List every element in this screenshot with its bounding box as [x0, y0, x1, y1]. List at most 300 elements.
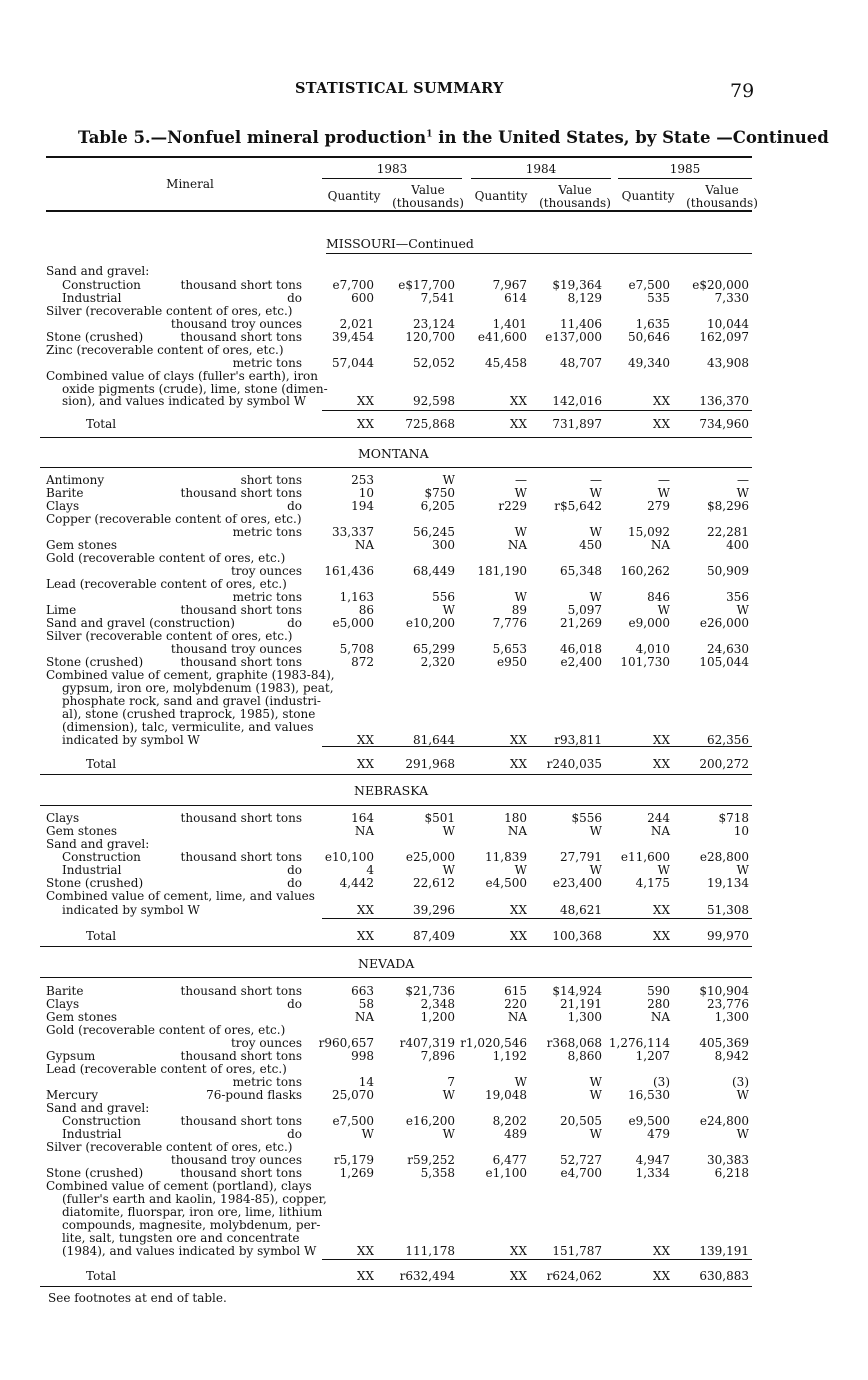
page-number: 79 — [730, 80, 755, 102]
row-label: Gold (recoverable content of ores, etc.) — [46, 1023, 286, 1037]
col-head-value-1983: Value (thousands) — [392, 183, 464, 210]
row-label: Gem stones — [46, 538, 118, 552]
cell-value-1985: 23,776 — [707, 997, 749, 1011]
cell-quantity-1985: 479 — [647, 1127, 670, 1141]
row-unit: thousand short tons — [180, 1114, 302, 1128]
nebraska-total-rule-bottom — [40, 946, 752, 947]
cell-quantity-1985: — — [658, 473, 670, 487]
row-label: Zinc (recoverable content of ores, etc.) — [46, 343, 284, 357]
row-label: Construction — [62, 278, 141, 292]
cell-value-1984: 48,707 — [560, 356, 602, 370]
table-top-rule — [46, 156, 752, 158]
cell-value-1984: 731,897 — [552, 417, 602, 431]
row-label: Stone (crushed) — [46, 1166, 144, 1180]
row-label: phosphate rock, sand and gravel (industri- — [62, 694, 321, 708]
cell-quantity-1985: XX — [652, 1269, 670, 1283]
col-head-value-1985: Value (thousands) — [686, 183, 758, 210]
cell-value-1985: 405,369 — [699, 1036, 749, 1050]
table-row — [0, 890, 868, 903]
missouri-total-rule-top — [322, 410, 752, 411]
cell-quantity-1985: e11,600 — [620, 850, 670, 864]
col-head-value-1984: Value (thousands) — [539, 183, 611, 210]
cell-value-1984: 151,787 — [552, 1244, 602, 1258]
cell-quantity-1985: 1,334 — [635, 1166, 670, 1180]
cell-quantity-1984: 45,458 — [485, 356, 527, 370]
nevada-total-rule-bottom — [40, 1286, 752, 1287]
cell-quantity-1985: 49,340 — [628, 356, 670, 370]
row-unit: do — [287, 499, 302, 513]
row-unit: thousand short tons — [180, 330, 302, 344]
cell-quantity-1983: e7,700 — [332, 278, 374, 292]
col-head-year-1983: 1983 — [376, 162, 408, 176]
cell-quantity-1983: 33,337 — [332, 525, 374, 539]
cell-quantity-1985: W — [657, 486, 670, 500]
cell-value-1983: 68,449 — [413, 564, 455, 578]
row-unit: thousand short tons — [180, 603, 302, 617]
table-row — [0, 265, 868, 278]
row-label: Stone (crushed) — [46, 655, 144, 669]
cell-value-1985: $8,296 — [707, 499, 749, 513]
cell-quantity-1984: W — [514, 486, 527, 500]
cell-value-1984: 21,191 — [560, 997, 602, 1011]
cell-value-1984: W — [589, 1088, 602, 1102]
cell-value-1983: 725,868 — [405, 417, 455, 431]
row-unit: do — [287, 616, 302, 630]
cell-quantity-1984: NA — [507, 824, 527, 838]
cell-quantity-1983: XX — [356, 394, 374, 408]
cell-value-1984: 8,129 — [567, 291, 602, 305]
cell-value-1984: 52,727 — [560, 1153, 602, 1167]
cell-quantity-1984: XX — [509, 1269, 527, 1283]
cell-value-1984: 450 — [579, 538, 602, 552]
cell-value-1983: e10,200 — [405, 616, 455, 630]
cell-quantity-1985: XX — [652, 1244, 670, 1258]
cell-value-1983: e$17,700 — [398, 278, 455, 292]
cell-quantity-1985: 244 — [647, 811, 670, 825]
cell-value-1983: W — [442, 1088, 455, 1102]
row-label: Barite — [46, 984, 84, 998]
cell-value-1983: 556 — [432, 590, 455, 604]
row-unit: metric tons — [232, 590, 302, 604]
cell-quantity-1984: r229 — [498, 499, 527, 513]
cell-value-1983: 81,644 — [413, 733, 455, 747]
cell-value-1983: W — [442, 603, 455, 617]
cell-value-1985: W — [736, 603, 749, 617]
cell-quantity-1984: e1,100 — [485, 1166, 527, 1180]
cell-value-1984: 11,406 — [560, 317, 602, 331]
row-label: Sand and gravel (construction) — [46, 616, 235, 630]
cell-quantity-1983: 1,269 — [339, 1166, 374, 1180]
cell-quantity-1984: XX — [509, 903, 527, 917]
cell-quantity-1984: 181,190 — [477, 564, 527, 578]
cell-quantity-1983: 25,070 — [332, 1088, 374, 1102]
nebraska-rule — [40, 805, 752, 806]
row-label: Total — [86, 929, 117, 943]
cell-value-1984: r$5,642 — [554, 499, 602, 513]
row-unit: thousand troy ounces — [170, 1153, 302, 1167]
row-unit: do — [287, 876, 302, 890]
cell-value-1985: e26,000 — [699, 616, 749, 630]
cell-quantity-1983: r5,179 — [333, 1153, 374, 1167]
cell-value-1984: $19,364 — [552, 278, 602, 292]
cell-value-1983: 111,178 — [405, 1244, 455, 1258]
table-total-row — [0, 418, 868, 431]
cell-value-1984: 48,621 — [560, 903, 602, 917]
cell-quantity-1984: 489 — [504, 1127, 527, 1141]
cell-value-1984: 46,018 — [560, 642, 602, 656]
row-unit: thousand troy ounces — [170, 642, 302, 656]
cell-value-1985: 7,330 — [714, 291, 749, 305]
cell-value-1983: 65,299 — [413, 642, 455, 656]
cell-quantity-1984: 5,653 — [492, 642, 527, 656]
col-head-mineral: Mineral — [166, 177, 214, 191]
cell-quantity-1984: XX — [509, 417, 527, 431]
cell-quantity-1983: 998 — [351, 1049, 374, 1063]
cell-quantity-1985: 535 — [647, 291, 670, 305]
cell-quantity-1984: — — [515, 473, 527, 487]
table-footnote: See footnotes at end of table. — [48, 1291, 227, 1305]
cell-value-1983: 52,052 — [413, 356, 455, 370]
row-label: Barite — [46, 486, 84, 500]
row-label: Industrial — [62, 291, 122, 305]
page-header-title: STATISTICAL SUMMARY — [295, 80, 504, 97]
row-label: gypsum, iron ore, molybdenum (1983), peat, — [62, 681, 334, 695]
cell-value-1984: W — [589, 824, 602, 838]
cell-value-1985: $718 — [718, 811, 749, 825]
row-unit: short tons — [240, 473, 302, 487]
row-label: Gem stones — [46, 1010, 118, 1024]
year-rule-1983 — [322, 178, 462, 179]
cell-value-1985: 356 — [726, 590, 749, 604]
cell-quantity-1985: 101,730 — [620, 655, 670, 669]
row-unit: metric tons — [232, 525, 302, 539]
cell-quantity-1985: NA — [650, 824, 670, 838]
cell-value-1984: r368,068 — [546, 1036, 602, 1050]
table-row — [0, 734, 868, 747]
cell-value-1983: 92,598 — [413, 394, 455, 408]
col-head-quantity-1984: Quantity — [474, 189, 528, 203]
cell-quantity-1983: r960,657 — [318, 1036, 374, 1050]
cell-value-1983: 22,612 — [413, 876, 455, 890]
row-label: compounds, magnesite, molybdenum, per- — [62, 1218, 321, 1232]
cell-quantity-1985: 50,646 — [628, 330, 670, 344]
cell-value-1985: 136,370 — [699, 394, 749, 408]
row-label: Total — [86, 757, 117, 771]
cell-quantity-1984: 11,839 — [485, 850, 527, 864]
cell-value-1983: r59,252 — [407, 1153, 455, 1167]
row-label: (dimension), talc, vermiculite, and values — [62, 720, 314, 734]
cell-quantity-1984: 8,202 — [492, 1114, 527, 1128]
row-label: Clays — [46, 997, 80, 1011]
row-unit: thousand short tons — [180, 811, 302, 825]
cell-quantity-1984: XX — [509, 733, 527, 747]
cell-value-1985: 62,356 — [707, 733, 749, 747]
cell-value-1984: 142,016 — [552, 394, 602, 408]
cell-value-1983: 87,409 — [413, 929, 455, 943]
cell-quantity-1983: 872 — [351, 655, 374, 669]
cell-quantity-1984: 180 — [504, 811, 527, 825]
cell-quantity-1983: NA — [354, 824, 374, 838]
row-label: Clays — [46, 811, 80, 825]
cell-quantity-1985: XX — [652, 733, 670, 747]
cell-quantity-1985: NA — [650, 538, 670, 552]
cell-quantity-1985: 1,207 — [635, 1049, 670, 1063]
cell-quantity-1984: XX — [509, 394, 527, 408]
row-unit: do — [287, 997, 302, 1011]
cell-value-1984: r240,035 — [546, 757, 602, 771]
cell-quantity-1983: XX — [356, 929, 374, 943]
row-unit: thousand short tons — [180, 655, 302, 669]
cell-quantity-1983: 2,021 — [339, 317, 374, 331]
cell-quantity-1984: 614 — [504, 291, 527, 305]
table-row — [0, 1245, 868, 1258]
cell-quantity-1985: 280 — [647, 997, 670, 1011]
cell-quantity-1985: e7,500 — [628, 278, 670, 292]
cell-quantity-1985: NA — [650, 1010, 670, 1024]
row-label: Total — [86, 417, 117, 431]
cell-value-1984: $556 — [571, 811, 602, 825]
cell-quantity-1985: XX — [652, 417, 670, 431]
cell-value-1985: e28,800 — [699, 850, 749, 864]
cell-quantity-1985: XX — [652, 929, 670, 943]
cell-quantity-1985: 15,092 — [628, 525, 670, 539]
cell-quantity-1983: 5,708 — [339, 642, 374, 656]
year-rule-1985 — [618, 178, 752, 179]
cell-value-1985: 24,630 — [707, 642, 749, 656]
cell-value-1983: 1,200 — [420, 1010, 455, 1024]
cell-quantity-1983: 164 — [351, 811, 374, 825]
cell-quantity-1985: XX — [652, 757, 670, 771]
row-unit: troy ounces — [230, 1036, 302, 1050]
cell-value-1984: W — [589, 590, 602, 604]
cell-value-1983: W — [442, 1127, 455, 1141]
col-head-year-1985: 1985 — [669, 162, 701, 176]
cell-value-1983: e25,000 — [405, 850, 455, 864]
cell-quantity-1983: e10,100 — [324, 850, 374, 864]
cell-value-1984: 20,505 — [560, 1114, 602, 1128]
row-label: Total — [86, 1269, 117, 1283]
row-label: Gem stones — [46, 824, 118, 838]
cell-value-1984: e137,000 — [545, 330, 602, 344]
cell-quantity-1985: e9,500 — [628, 1114, 670, 1128]
cell-value-1984: 1,300 — [567, 1010, 602, 1024]
montana-total-rule-bottom — [40, 774, 752, 775]
cell-value-1983: e16,200 — [405, 1114, 455, 1128]
cell-quantity-1985: 4,175 — [635, 876, 670, 890]
cell-value-1985: 99,970 — [707, 929, 749, 943]
row-unit: do — [287, 291, 302, 305]
table-caption: Table 5.—Nonfuel mineral production$^1$ in the United States, by State —Continued — [78, 128, 829, 147]
cell-value-1985: 50,909 — [707, 564, 749, 578]
section-missouri-rule — [326, 253, 752, 254]
cell-value-1984: — — [590, 473, 602, 487]
cell-quantity-1984: W — [514, 525, 527, 539]
cell-value-1984: 5,097 — [567, 603, 602, 617]
cell-value-1985: W — [736, 1088, 749, 1102]
cell-value-1985: 51,308 — [707, 903, 749, 917]
cell-value-1984: e23,400 — [552, 876, 602, 890]
cell-value-1983: 2,348 — [420, 997, 455, 1011]
cell-value-1984: 21,269 — [560, 616, 602, 630]
cell-value-1985: 8,942 — [714, 1049, 749, 1063]
cell-quantity-1984: 220 — [504, 997, 527, 1011]
cell-quantity-1983: 600 — [351, 291, 374, 305]
row-label: lite, salt, tungsten ore and concentrate — [62, 1231, 300, 1245]
row-unit: metric tons — [232, 356, 302, 370]
cell-quantity-1985: 1,635 — [635, 317, 670, 331]
row-label: Industrial — [62, 863, 122, 877]
cell-value-1983: 7 — [447, 1075, 455, 1089]
cell-quantity-1985: W — [657, 603, 670, 617]
cell-value-1983: 120,700 — [405, 330, 455, 344]
cell-quantity-1983: e5,000 — [332, 616, 374, 630]
cell-value-1983: 56,245 — [413, 525, 455, 539]
cell-quantity-1985: 160,262 — [620, 564, 670, 578]
row-label: Antimony — [46, 473, 105, 487]
table-total-row — [0, 930, 868, 943]
cell-quantity-1985: 4,947 — [635, 1153, 670, 1167]
row-label: oxide pigments (crude), lime, stone (dimen- — [62, 382, 328, 396]
cell-quantity-1983: XX — [356, 1269, 374, 1283]
nevada-total-rule-top — [322, 1259, 752, 1260]
cell-value-1984: W — [589, 525, 602, 539]
cell-value-1984: W — [589, 1075, 602, 1089]
cell-quantity-1983: NA — [354, 538, 374, 552]
cell-quantity-1983: e7,500 — [332, 1114, 374, 1128]
row-unit: thousand short tons — [180, 278, 302, 292]
cell-value-1984: W — [589, 486, 602, 500]
year-rule-1984 — [471, 178, 611, 179]
cell-quantity-1983: 1,163 — [339, 590, 374, 604]
cell-quantity-1984: e950 — [496, 655, 527, 669]
cell-value-1985: W — [736, 863, 749, 877]
table-row — [0, 904, 868, 917]
row-label: (fuller's earth and kaolin, 1984-85), copper, — [62, 1192, 327, 1206]
col-head-quantity-1983: Quantity — [327, 189, 381, 203]
cell-value-1985: 734,960 — [699, 417, 749, 431]
missouri-total-rule-bottom — [40, 437, 752, 438]
cell-value-1983: W — [442, 473, 455, 487]
cell-quantity-1983: 57,044 — [332, 356, 374, 370]
row-unit: do — [287, 863, 302, 877]
cell-quantity-1983: W — [361, 1127, 374, 1141]
cell-quantity-1985: 1,276,114 — [608, 1036, 670, 1050]
cell-quantity-1983: XX — [356, 733, 374, 747]
cell-quantity-1985: 16,530 — [628, 1088, 670, 1102]
cell-quantity-1983: 194 — [351, 499, 374, 513]
cell-value-1985: 6,218 — [714, 1166, 749, 1180]
row-unit: thousand troy ounces — [170, 317, 302, 331]
cell-value-1985: 1,300 — [714, 1010, 749, 1024]
cell-quantity-1985: 279 — [647, 499, 670, 513]
cell-value-1984: r624,062 — [546, 1269, 602, 1283]
row-label: Stone (crushed) — [46, 876, 144, 890]
cell-quantity-1983: 58 — [358, 997, 374, 1011]
montana-rule — [40, 467, 752, 468]
cell-value-1984: 65,348 — [560, 564, 602, 578]
cell-quantity-1983: 4 — [366, 863, 374, 877]
row-label: indicated by symbol W — [62, 903, 200, 917]
cell-value-1983: $501 — [424, 811, 455, 825]
cell-value-1985: (3) — [732, 1075, 749, 1089]
cell-quantity-1983: 161,436 — [324, 564, 374, 578]
cell-quantity-1983: 10 — [358, 486, 374, 500]
cell-quantity-1984: W — [514, 590, 527, 604]
cell-quantity-1983: 4,442 — [339, 876, 374, 890]
row-unit: thousand short tons — [180, 984, 302, 998]
row-label: Lead (recoverable content of ores, etc.) — [46, 577, 287, 591]
cell-value-1985: e24,800 — [699, 1114, 749, 1128]
col-head-year-1984: 1984 — [525, 162, 557, 176]
cell-quantity-1985: W — [657, 863, 670, 877]
row-label: Combined value of cement (portland), clays — [46, 1179, 312, 1193]
cell-value-1984: e2,400 — [560, 655, 602, 669]
cell-value-1983: $21,736 — [405, 984, 455, 998]
cell-value-1985: 22,281 — [707, 525, 749, 539]
row-unit: 76-pound flasks — [206, 1088, 302, 1102]
cell-quantity-1985: XX — [652, 903, 670, 917]
cell-quantity-1985: e9,000 — [628, 616, 670, 630]
cell-value-1984: 100,368 — [552, 929, 602, 943]
cell-value-1983: r407,319 — [399, 1036, 455, 1050]
cell-value-1985: — — [737, 473, 749, 487]
cell-value-1985: 630,883 — [699, 1269, 749, 1283]
row-label: Silver (recoverable content of ores, etc.) — [46, 1140, 293, 1154]
cell-quantity-1983: 253 — [351, 473, 374, 487]
cell-quantity-1985: 4,010 — [635, 642, 670, 656]
row-unit: do — [287, 1127, 302, 1141]
cell-quantity-1983: NA — [354, 1010, 374, 1024]
header-bottom-rule — [46, 210, 752, 212]
row-label: Gold (recoverable content of ores, etc.) — [46, 551, 286, 565]
cell-value-1984: 27,791 — [560, 850, 602, 864]
cell-value-1983: 39,296 — [413, 903, 455, 917]
row-unit: thousand short tons — [180, 850, 302, 864]
row-label: Sand and gravel: — [46, 264, 150, 278]
row-label: Combined value of cement, graphite (1983-84), — [46, 668, 335, 682]
table-total-row — [0, 758, 868, 771]
row-label: Sand and gravel: — [46, 1101, 150, 1115]
cell-value-1985: 10 — [733, 824, 749, 838]
cell-quantity-1985: 590 — [647, 984, 670, 998]
cell-value-1985: W — [736, 486, 749, 500]
row-label: Construction — [62, 850, 141, 864]
cell-value-1985: 10,044 — [707, 317, 749, 331]
row-unit: thousand short tons — [180, 1166, 302, 1180]
cell-value-1983: 5,358 — [420, 1166, 455, 1180]
cell-value-1983: r632,494 — [399, 1269, 455, 1283]
row-label: (1984), and values indicated by symbol W — [62, 1244, 317, 1258]
cell-value-1985: 30,383 — [707, 1153, 749, 1167]
table-row — [0, 395, 868, 408]
cell-value-1983: 291,968 — [405, 757, 455, 771]
row-unit: troy ounces — [230, 564, 302, 578]
cell-value-1984: W — [589, 1127, 602, 1141]
cell-quantity-1984: 6,477 — [492, 1153, 527, 1167]
cell-quantity-1983: 14 — [358, 1075, 374, 1089]
nevada-rule — [40, 977, 752, 978]
cell-quantity-1984: XX — [509, 757, 527, 771]
row-label: Lime — [46, 603, 77, 617]
cell-quantity-1983: XX — [356, 1244, 374, 1258]
cell-quantity-1984: r1,020,546 — [460, 1036, 527, 1050]
cell-quantity-1983: XX — [356, 757, 374, 771]
col-head-quantity-1985: Quantity — [621, 189, 675, 203]
cell-quantity-1983: XX — [356, 417, 374, 431]
cell-value-1984: 8,860 — [567, 1049, 602, 1063]
cell-value-1985: 19,134 — [707, 876, 749, 890]
cell-value-1985: 400 — [726, 538, 749, 552]
